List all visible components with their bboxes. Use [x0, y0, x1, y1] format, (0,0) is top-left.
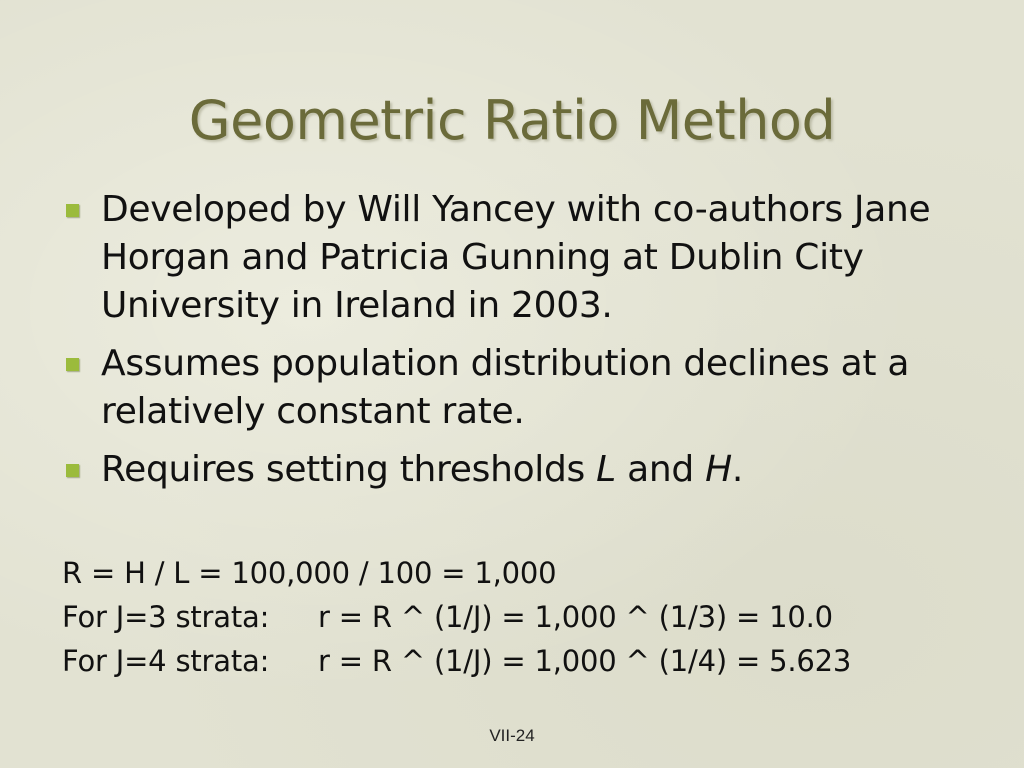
formula-j4-expression: r = R ^ (1/J) = 1,000 ^ (1/4) = 5.623 [318, 644, 852, 678]
bullet-text-prefix: Requires setting thresholds [101, 449, 597, 490]
square-bullet-icon [66, 204, 79, 217]
bullet-item [60, 340, 960, 436]
square-bullet-icon [66, 464, 79, 477]
threshold-h-variable: H [705, 449, 732, 490]
threshold-l-variable: L [596, 449, 616, 490]
formula-j3-expression: r = R ^ (1/J) = 1,000 ^ (1/3) = 10.0 [318, 600, 833, 634]
bullet-list [60, 186, 960, 504]
formula-j4 [62, 639, 962, 683]
formula-j3-label: For J=3 strata: [62, 600, 270, 634]
bullet-text: Developed by Will Yancey with co-authors Jane Horgan and Patricia Gunning at Dublin City University in Ireland in 2003. [101, 189, 931, 326]
square-bullet-icon [66, 358, 79, 371]
formula-j3 [62, 595, 962, 639]
bullet-item [60, 446, 960, 494]
formula-block [62, 551, 962, 683]
slide-title: Geometric Ratio Method [188, 89, 836, 152]
formula-ratio: R = H / L = 100,000 / 100 = 1,000 [62, 556, 557, 590]
page-number: VII-24 [489, 726, 535, 745]
formula-j4-label: For J=4 strata: [62, 644, 270, 678]
bullet-item [60, 186, 960, 330]
bullet-text: Assumes population distribution declines at a relatively constant rate. [101, 343, 910, 432]
bullet-text-middle: and [615, 449, 706, 490]
bullet-text-suffix: . [731, 449, 743, 490]
